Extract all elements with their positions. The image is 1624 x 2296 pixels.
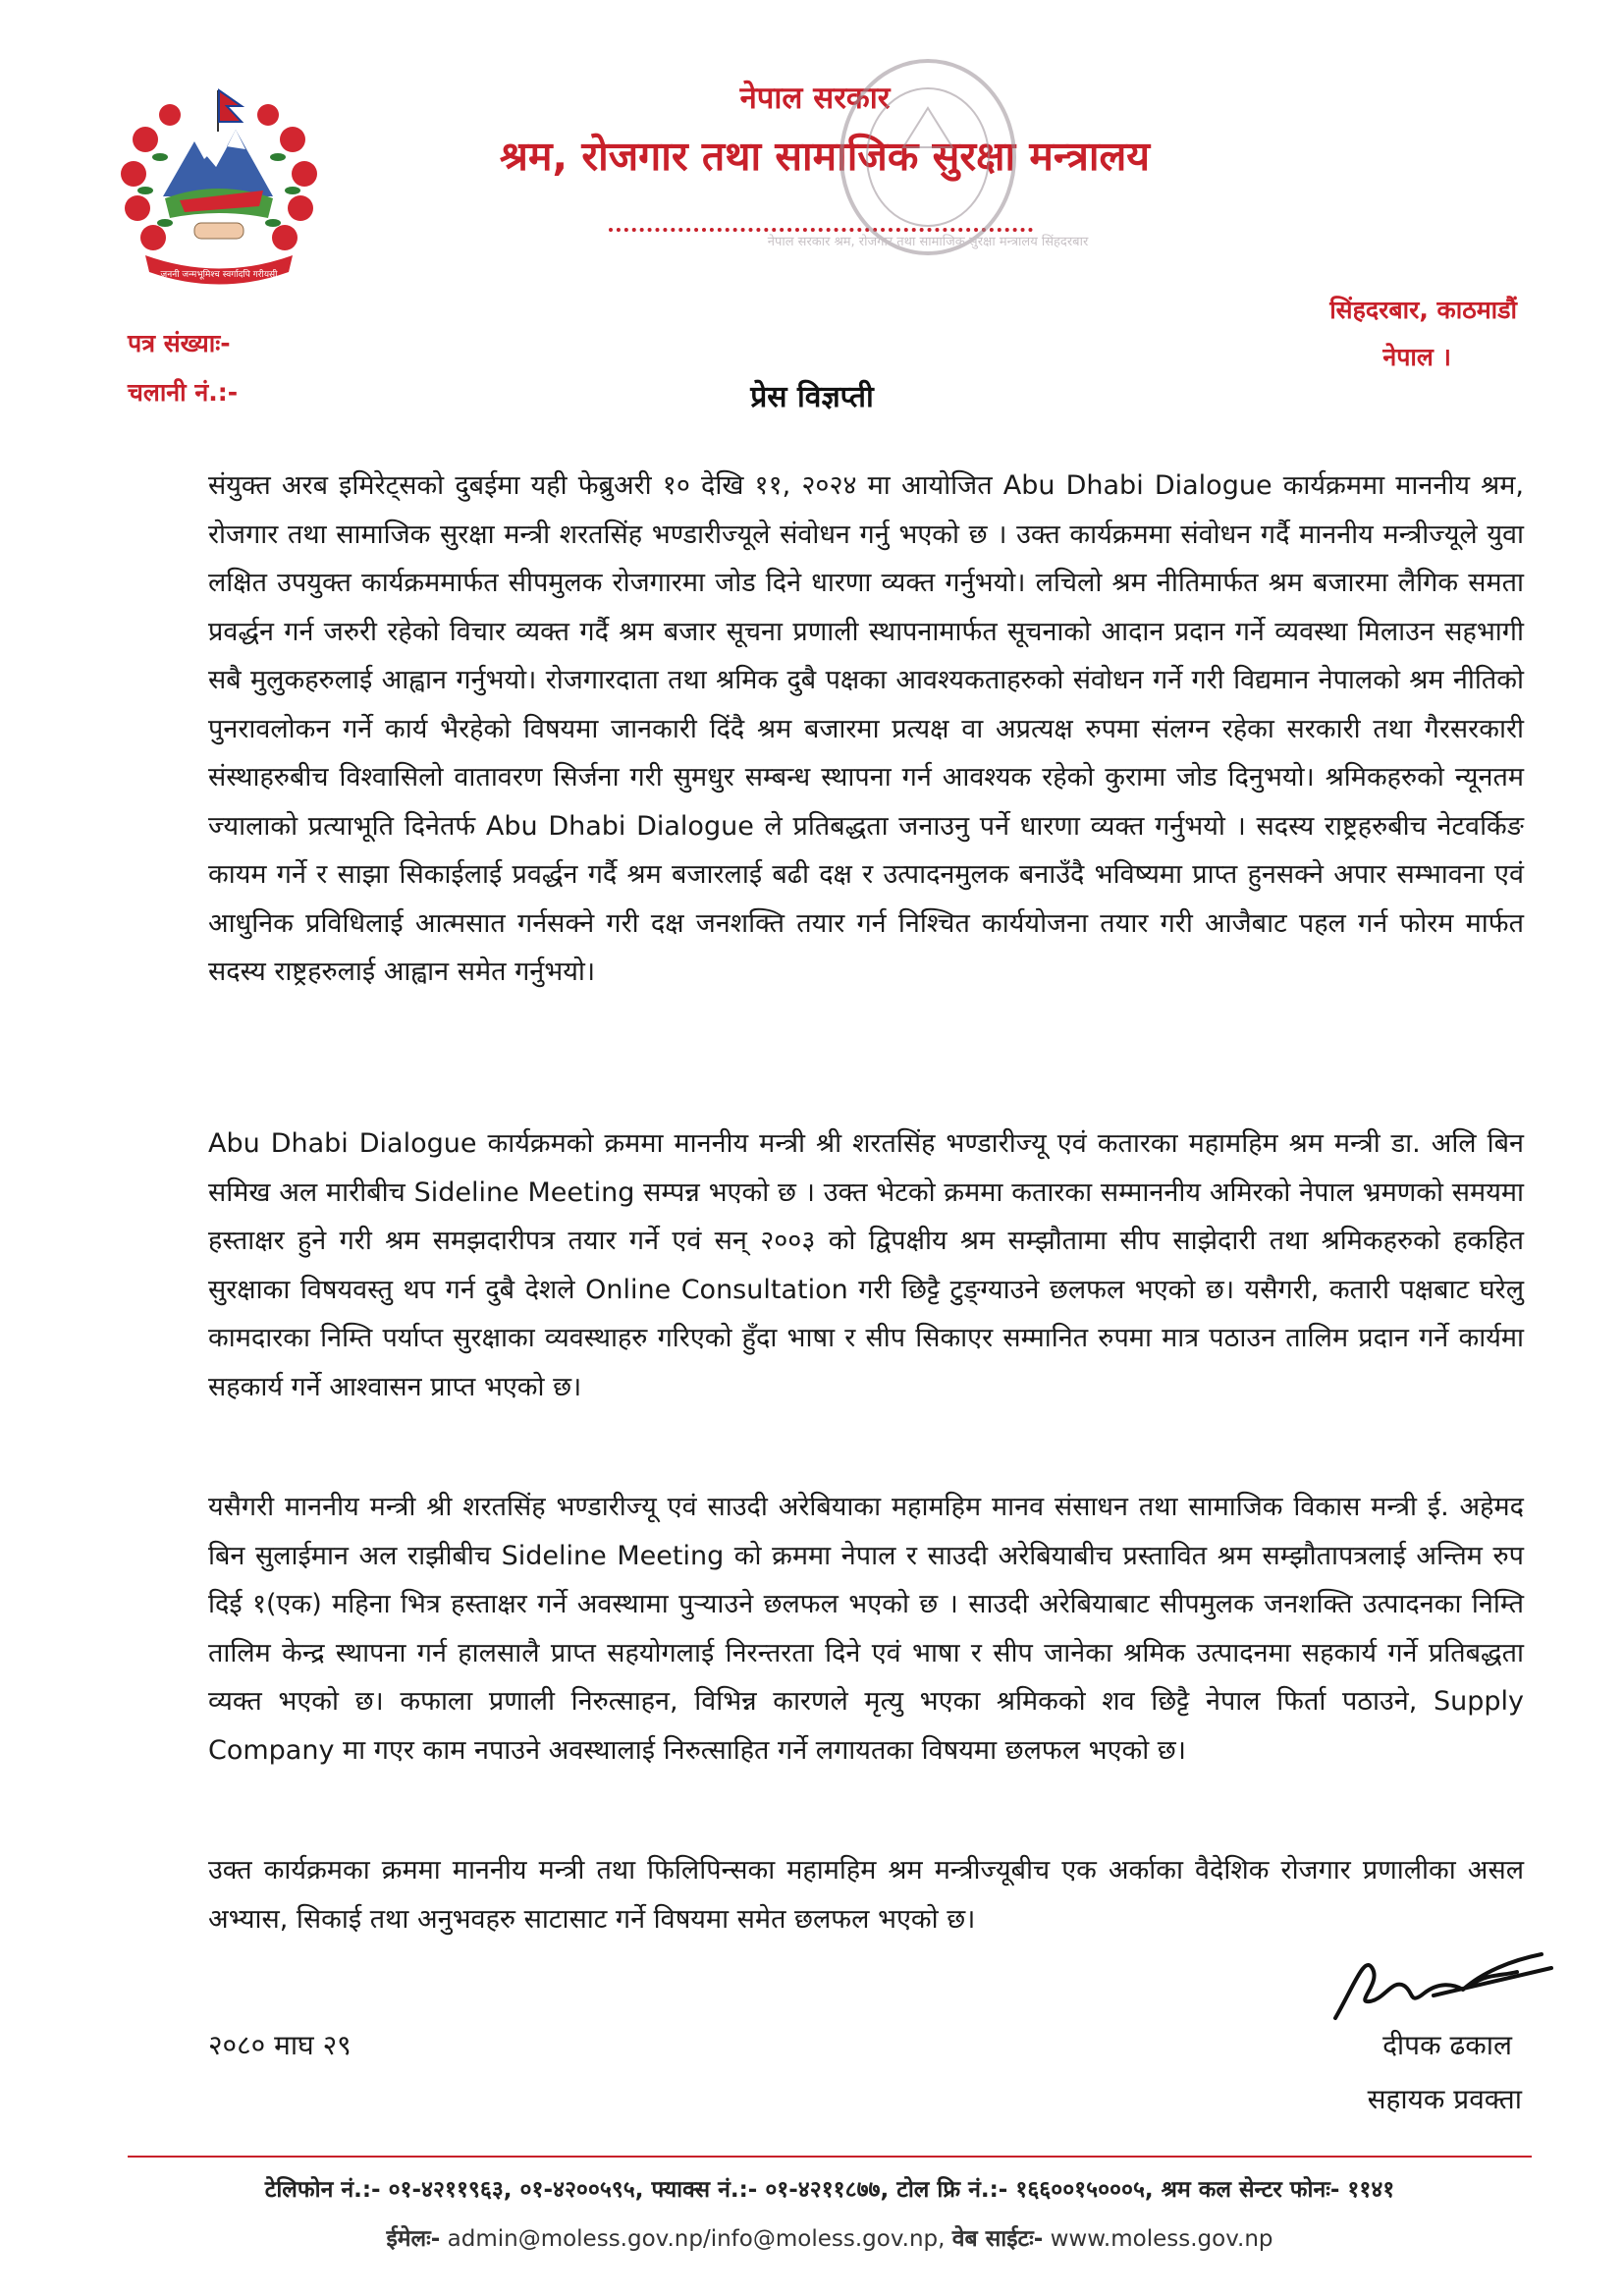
government-name: नेपाल सरकार [739,81,891,116]
signatory-name: दीपक ढकाल [1382,2029,1512,2061]
office-location: सिंहदरबार, काठमाडौं [1329,296,1517,324]
email-link[interactable]: admin@moless.gov.np/info@moless.gov.np, [447,2226,946,2252]
stamp-text: नेपाल सरकार श्रम, रोजगार तथा सामाजिक सुरक्षा मन्त्रालय सिंहदरबार [767,235,1089,249]
website-link[interactable]: www.moless.gov.np [1050,2226,1273,2252]
body-paragraph-2: Abu Dhabi Dialogue कार्यक्रमको क्रममा माननीय मन्त्री श्री शरतसिंह भण्डारीज्यू एवं कतारका महामहिम श्रम मन्त्री डा. अलि बिन समिख अल मारीबीच Sideline Meeting सम्पन्न भएको छ । उक्त भेटको क्रममा कतारका सम्माननीय अमिरको नेपाल भ्रमणको समयमा हस्ताक्षर हुने गरी श्रम समझदारीपत्र तयार गर्ने एवं सन् २००३ को द्विपक्षीय श्रम सम्झौतामा सीप साझेदारी तथा श्रमिकहरुको हकहित सुरक्षाका विषयवस्तु थप गर्न दुबै देशले Online Consultation गरी छिट्टै टुङ्ग्याउने छलफल भएको छ। यसैगरी, कतारी पक्षबाट घरेलु कामदारका निम्ति पर्याप्त सुरक्षाका व्यवस्थाहरु गरिएको हुँदा भाषा र सीप सिकाएर सम्मानित रुपमा मात्र पठाउन तालिम प्रदान गर्ने कार्यमा सहकार्य गर्ने आश्वासन प्राप्त भएको छ। [208,1128,1524,1402]
website-label: वेब साईटः- [951,2226,1044,2252]
letter-number-label: पत्र संख्याः- [128,329,231,357]
footer-web-contacts [128,2221,1532,2253]
office-country: नेपाल । [1382,343,1451,371]
body-paragraph-4: उक्त कार्यक्रमका क्रममा माननीय मन्त्री तथा फिलिपिन्सका महामहिम श्रम मन्त्रीज्यूबीच एक अर्काका वैदेशिक रोजगार प्रणालीका असल अभ्यास, सिकाई तथा अनुभवहरु साटासाट गर्ने विषयमा समेत छलफल भएको छ। [208,1855,1524,1935]
footer-divider [128,2156,1532,2158]
issue-date: २०८० माघ २९ [208,2029,352,2061]
footer-contact-numbers: टेलिफोन नं.:- ०१-४२११९६३, ०१-४२००५९५, फ्याक्स नं.:- ०१-४२११८७७, टोल फ्रि नं.:- १६६००१५०००५, श्रम कल सेन्टर फोनः- ११४१ [264,2177,1395,2203]
signature-icon [1316,1925,1571,2033]
ministry-name: श्रम, रोजगार तथा सामाजिक सुरक्षा मन्त्रालय [499,133,1151,180]
document-title: प्रेस विज्ञप्ती [750,380,874,414]
emblem-motto: जननी जन्मभूमिश्च स्वर्गादपि गरीयसी [160,270,278,280]
body-paragraph-3: यसैगरी माननीय मन्त्री श्री शरतसिंह भण्डारीज्यू एवं साउदी अरेबियाका महामहिम मानव संसाधन तथा सामाजिक विकास मन्त्री ई. अहेमद बिन सुलाईमान अल राझीबीच Sideline Meeting को क्रममा नेपाल र साउदी अरेबियाबीच प्रस्तावित श्रम सम्झौतापत्रलाई अन्तिम रुप दिई १(एक) महिना भित्र हस्ताक्षर गर्ने अवस्थामा पुऱ्याउने छलफल भएको छ । साउदी अरेबियाबाट सीपमुलक जनशक्ति उत्पादनका निम्ति तालिम केन्द्र स्थापना गर्न हालसालै प्राप्त सहयोगलाई निरन्तरता दिने एवं भाषा र सीप जानेका श्रमिक उत्पादनमा सहकार्य गर्ने प्रतिबद्धता व्यक्त भएको छ। कफाला प्रणाली निरुत्साहन, विभिन्न कारणले मृत्यु भएका श्रमिकको शव छिट्टै नेपाल फिर्ता पठाउने, Supply Company मा गएर काम नपाउने अवस्थालाई निरुत्साहित गर्ने लगायतका विषयमा छलफल भएको छ। [208,1492,1524,1766]
dispatch-number-label: चलानी नं.:- [128,378,239,407]
ministry-stamp-icon [767,39,1089,275]
email-label: ईमेलः- [386,2226,441,2252]
signatory-title: सहायक प्रवक्ता [1367,2083,1522,2115]
body-paragraph-1: संयुक्त अरब इमिरेट्सको दुबईमा यही फेब्रुअरी १० देखि ११, २०२४ मा आयोजित Abu Dhabi Dialogue कार्यक्रममा माननीय श्रम, रोजगार तथा सामाजिक सुरक्षा मन्त्री शरतसिंह भण्डारीज्यूले संवोधन गर्नु भएको छ । उक्त कार्यक्रममा संवोधन गर्दै माननीय मन्त्रीज्यूले युवा लक्षित उपयुक्त कार्यक्रममार्फत सीपमुलक रोजगारमा जोड दिने धारणा व्यक्त गर्नुभयो। लचिलो श्रम नीतिमार्फत श्रम बजारमा लैगिक समता प्रवर्द्धन गर्न जरुरी रहेको विचार व्यक्त गर्दै श्रम बजार सूचना प्रणाली स्थापनामार्फत सूचनाको आदान प्रदान गर्ने व्यवस्था मिलाउन सहभागी सबै मुलुकहरुलाई आह्वान गर्नुभयो। रोजगारदाता तथा श्रमिक दुबै पक्षका आवश्यकताहरुको संवोधन गर्ने गरी विद्यमान नेपालको श्रम नीतिको पुनरावलोकन गर्ने कार्य भैरहेको विषयमा जानकारी दिंदै श्रम बजारमा प्रत्यक्ष वा अप्रत्यक्ष रुपमा संलग्न रहेका सरकारी तथा गैरसरकारी संस्थाहरुबीच विश्वासिलो वातावरण सिर्जना गरी सुमधुर सम्बन्ध स्थापना गर्न आवश्यक रहेको कुरामा जोड दिनुभयो। श्रमिकहरुको न्यूनतम ज्यालाको प्रत्याभूति दिनेतर्फ Abu Dhabi Dialogue ले प्रतिबद्धता जनाउनु पर्ने धारणा व्यक्त गर्नुभयो । सदस्य राष्ट्रहरुबीच नेटवर्किङ कायम गर्ने र साझा सिकाईलाई प्रवर्द्धन गर्दै श्रम बजारलाई बढी दक्ष र उत्पादनमुलक बनाउँदै भविष्यमा प्राप्त हुनसक्ने अपार सम्भावना एवं आधुनिक प्रविधिलाई आत्मसात गर्नसक्ने गरी दक्ष जनशक्ति तयार गर्न निश्चित कार्ययोजना तयार गरी आजैबाट पहल गर्न फोरम मार्फत सदस्य राष्ट्रहरुलाई आह्वान समेत गर्नुभयो। [208,470,1524,987]
nepal-emblem-icon [116,81,322,292]
